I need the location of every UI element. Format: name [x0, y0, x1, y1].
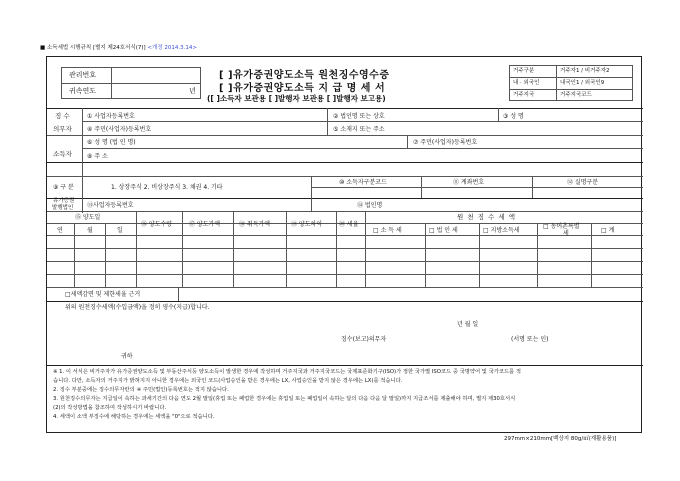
exemption-basis-label: □세액감면 및 제한세율 근거 [65, 291, 141, 298]
transfer-date-header: ⑮ 양도일 [75, 214, 101, 221]
payer-biz-no-label: ① 사업자등록번호 [87, 113, 135, 120]
payer-section-label-2: 의무자 [53, 125, 72, 133]
note-line-4: 3. 원천징수의무자는 지급일이 속하는 과세기간의 다음 연도 2월 말일(휴업 또는 폐업한 경우에는 휴업일 또는 폐업일이 속하는 달의 다음 다음 달 말일)까지 지급조서를 제출해야 하며, 별지 제30호서식 [53, 396, 516, 402]
col-acq: ⑱ 취득가액 [239, 221, 271, 228]
mgmt-no-label: 관리번호 [69, 71, 97, 79]
issuer-corp-name-label: ⑭ 법인명 [357, 202, 383, 209]
issuer-biz-no-label: ⑬사업자등록번호 [87, 202, 134, 209]
residency-label: 거주구분 [513, 68, 535, 74]
issuer-label-a: 유가증권 [53, 198, 75, 204]
nationality-value: 내국인1 / 외국인9 [560, 80, 605, 86]
residence-country-code: 거주지국코드 [560, 92, 592, 98]
payer-corp-name-label: ② 법인명 또는 상호 [333, 113, 385, 120]
receipt-statement: 위의 원천징수세액(수입금액)을 정히 영수(지급)합니다. [65, 304, 210, 311]
earner-code-label: ⑩ 소득자구분코드 [339, 179, 387, 186]
col-price: ⑰ 양도가액 [189, 221, 221, 228]
year-unit: 년 [189, 87, 196, 95]
receipt-payer-label: 징수(보고)의무자 [341, 336, 387, 343]
receipt-addressee: 귀하 [121, 353, 133, 360]
col-rural-tax: □ 농어촌특별 [543, 223, 580, 230]
title-receipt: [ ]유가증권양도소득 원천징수영수증 [219, 70, 390, 81]
payer-name-label: ③ 성 명 [503, 113, 524, 120]
payer-resident-no-label: ④ 주민(사업자)등록번호 [87, 126, 152, 133]
title-statement: [ ]유가증권양도소득 지 급 명 세 서 [219, 83, 386, 94]
col-local-tax: □ 지방소득세 [483, 227, 520, 234]
col-day: 일 [117, 227, 123, 234]
col-year: 연 [57, 227, 63, 234]
residency-value: 거주자1 / 비거주자2 [560, 68, 610, 74]
col-income-tax: □ 소 득 세 [373, 227, 402, 234]
withholding-tax-header: 원 천 징 수 세 액 [457, 213, 517, 221]
col-corp-tax: □ 법 인 세 [429, 227, 458, 234]
amendment-date: <개정 2014.3.14> [147, 45, 197, 51]
col-rural-tax-2: 세 [563, 230, 569, 237]
nationality-label: 내 · 외국인 [513, 80, 540, 86]
real-name-label: ⑫ 실명구분 [567, 179, 599, 186]
receipt-signature: (서명 또는 인) [511, 336, 549, 343]
payer-section-label: 징 수 [55, 112, 70, 120]
classification-options: 1. 상장주식 2. 비상장주식 3. 채권 4. 기타 [111, 184, 223, 191]
earner-section-label: 소득자 [53, 150, 72, 158]
paper-spec: 297mm×210mm[백상지 80g/㎡(재활용품)] [504, 436, 617, 442]
col-total: □ 계 [601, 227, 615, 234]
col-diff: ⑲ 양도차익 [291, 221, 323, 228]
note-line-2: 습니다. 다만, 소득자의 거주지가 밝혀지지 아니한 경우에는 외국인 코드(사업승인을 받은 경우에는 LX, 사업승인을 받지 않은 경우에는 LX)를 적습니다. [53, 378, 403, 384]
earner-address-label: ⑧ 주 소 [87, 153, 108, 160]
earner-name-label: ⑥ 성 명 (법 인 명) [87, 139, 136, 146]
note-line-3: 2. 징수 부분중에는 징수의무자란의 ④ 주민(법인)등록번호는 적지 않습니다. [53, 387, 229, 393]
issuer-label-b: 발행법인 [52, 205, 74, 211]
year-label: 귀속연도 [69, 87, 97, 95]
earner-resident-no-label: ⑦ 주민(사업자)등록번호 [413, 139, 478, 146]
receipt-date: 년 월 일 [457, 321, 479, 328]
account-no-label: ⑪ 계좌번호 [453, 179, 485, 186]
note-line-5: (2)의 작성방법을 참조하여 작성하시기 바랍니다. [53, 405, 167, 411]
title-copy-type: ([ ]소득자 보관용 [ ]발행자 보관용 [ ]발행자 보고용) [207, 94, 386, 103]
note-line-6: 4. 세액이 소액 부징수에 해당하는 경우에는 세액을 "0"으로 적습니다. [53, 414, 215, 420]
withholding-receipt-form [46, 56, 642, 433]
payer-address-label: ⑤ 소재지 또는 주소 [333, 126, 385, 133]
residence-country-label: 거주지국 [513, 92, 535, 98]
form-rule-reference: ■ 소득세법 시행규칙 [별지 제24호서식(7)] [40, 45, 146, 51]
col-month: 월 [87, 227, 93, 234]
col-qty: ⑯ 양도수량 [141, 221, 173, 228]
col-rate: ⑳ 세율 [339, 221, 359, 228]
note-line-1: ※ 1. 이 서식은 비거주자가 유가증권양도소득 및 부동산주식등 양도소득이 발생한 경우에 작성하며 거주지국과 거주지국코드는 국제표준화기구(ISO)가 정한 국가별 ISO코드 중 국명약어 및 국가코드를 적 [53, 369, 521, 375]
classification-label: ⑨ 구 분 [53, 184, 74, 191]
